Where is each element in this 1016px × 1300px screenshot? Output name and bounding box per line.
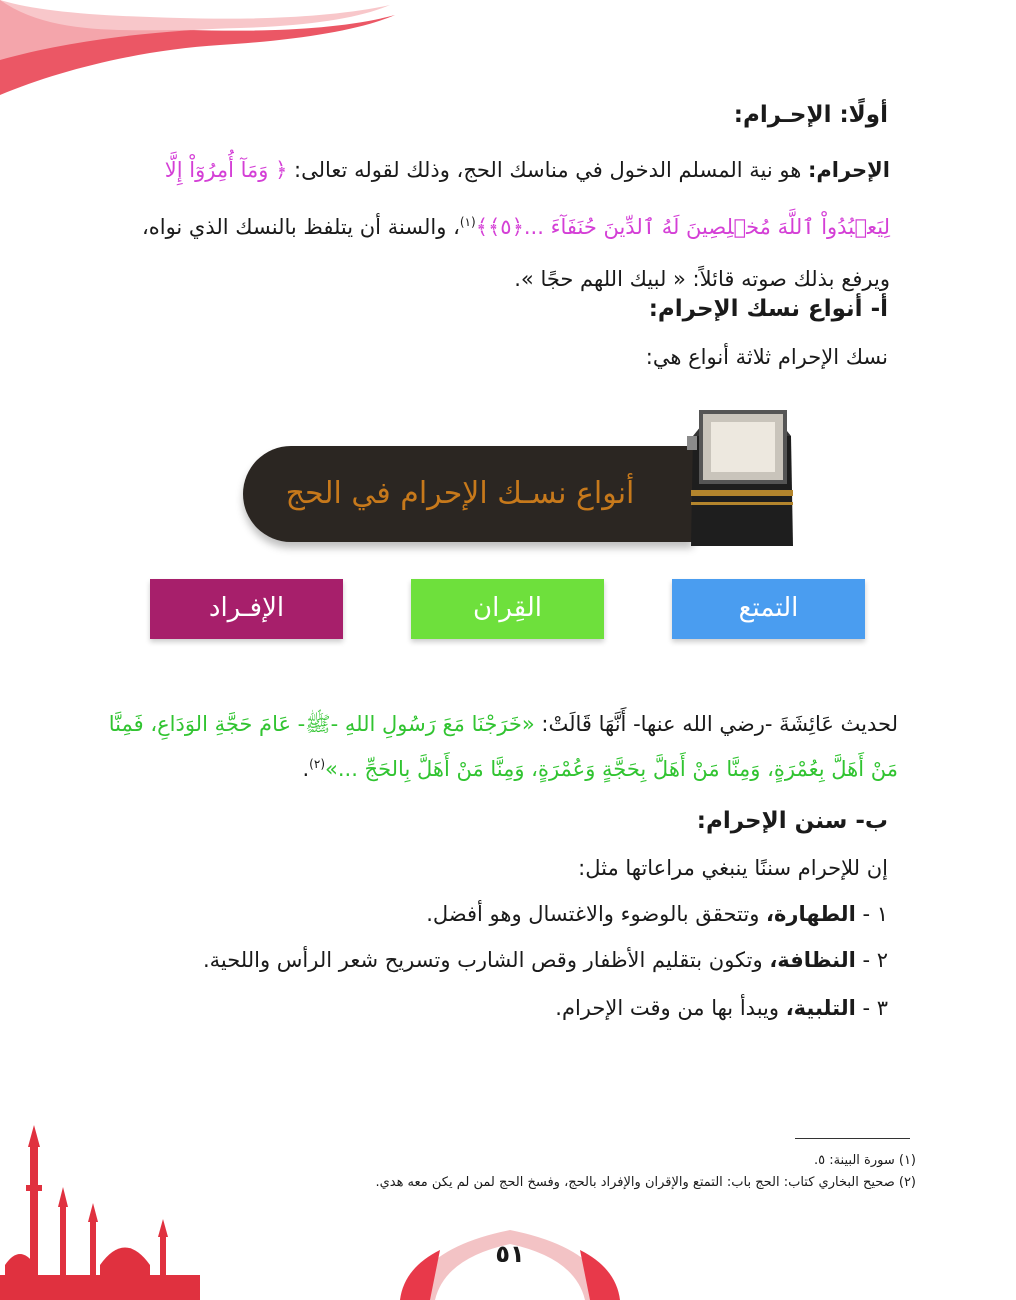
corner-swoosh-decoration (0, 0, 400, 100)
footnote-2: (٢) صحيح البخاري كتاب: الحج باب: التمتع والإقران والإفراد بالحج، وفسخ الحج لمن لم يكن معه هدي. (375, 1175, 916, 1190)
banner-title: أنواع نسـك الإحرام في الحج (285, 476, 635, 511)
hadith-text: «خَرَجْنَا مَعَ رَسُولِ اللهِ -ﷺ- عَامَ حَجَّةِ الوَدَاعِ، فَمِنَّا مَنْ أَهَلَّ بِعُمْرَةٍ، وَمِنَّا مَنْ أَهَلَّ بِحَجَّةٍ وَعُمْرَةٍ، وَمِنَّا مَنْ أَهَلَّ بِالحَجِّ ...» (108, 712, 898, 781)
footnote-divider (795, 1138, 910, 1139)
footnotes (116, 1150, 916, 1194)
definition-term: الإحرام: (807, 158, 890, 182)
footnote-ref-2[interactable]: (٢) (309, 757, 325, 771)
subsection-a-title: أ- أنواع نسك الإحرام: (648, 296, 888, 322)
type-box-tamattu: التمتع (672, 579, 865, 639)
definition-paragraph (100, 144, 890, 305)
sunna-item: ٢ - النظافة، وتكون بتقليم الأظفار وقص الشارب وتسريح شعر الرأس واللحية. (202, 948, 888, 972)
hadith-end: . (302, 757, 310, 781)
sunna-item: ٣ - التلبية، ويبدأ بها من وقت الإحرام. (555, 996, 888, 1020)
footnote-ref-1[interactable]: (١) (459, 215, 476, 229)
hadith-intro: لحديث عَائِشَةَ -رضي الله عنها- أَنَّهَا قَالَتْ: (534, 712, 898, 736)
sunna-item: ١ - الطهارة، وتتحقق بالوضوء والاغتسال وهو أفضل. (426, 902, 888, 926)
quran-verse: ﴿ وَمَآ أُمِرُوٓاْ إِلَّا لِيَعۡبُدُواْ ٱللَّهَ مُخۡلِصِينَ لَهُ ٱلدِّينَ حُنَفَآءَ ...﴿٥﴾﴾ (164, 158, 890, 239)
subsection-a-intro: نسك الإحرام ثلاثة أنواع هي: (645, 345, 888, 369)
type-box-qiran: القِران (411, 579, 604, 639)
definition-text: هو نية المسلم الدخول في مناسك الحج، وذلك لقوله تعالى: (287, 158, 808, 182)
section-title: أولًا: الإحـرام: (733, 102, 888, 128)
definition-continuation: ، والسنة أن يتلفظ بالنسك الذي نواه، ويرفع بذلك صوته قائلاً: « لبيك اللهم حجًا ». (141, 215, 890, 291)
mosque-silhouette-decoration (0, 1125, 200, 1300)
kaaba-icon (683, 408, 803, 548)
subsection-b-title: ب- سنن الإحرام: (696, 808, 888, 834)
page-number: ٥١ (495, 1240, 525, 1268)
subsection-b-intro: إن للإحرام سننًا ينبغي مراعاتها مثل: (578, 856, 888, 880)
type-box-ifrad: الإفـراد (150, 579, 343, 639)
hadith-paragraph (98, 704, 898, 789)
footnote-1: (١) سورة البينة: ٥. (813, 1153, 916, 1168)
